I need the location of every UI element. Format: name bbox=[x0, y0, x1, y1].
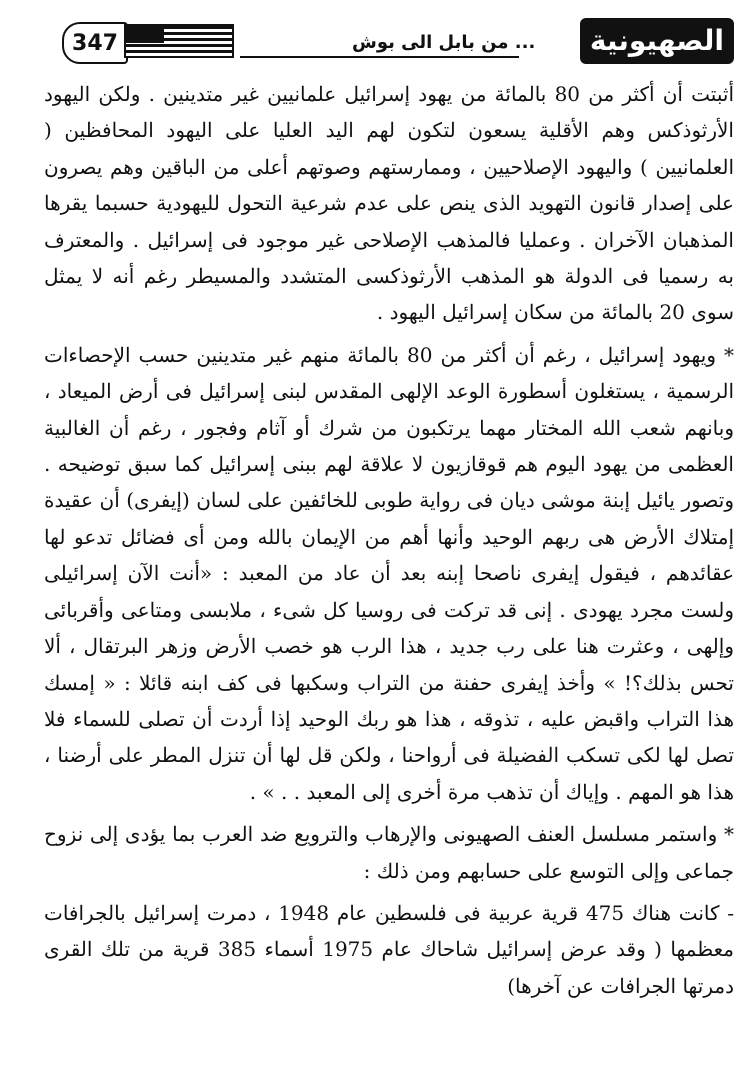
book-title-logo: الصهيونية bbox=[580, 18, 734, 64]
paragraph-1: أثبتت أن أكثر من 80 بالمائة من يهود إسرائيل علمانيين غير متدينين . ولكن اليهود الأرثوذكس وهم الأقلية يسعون لتكون لهم اليد العليا على اليهود المحافظين ( العلمانيين ) واليهود الإصلاحيين ، وممارستهم وصوتهم أعلى من الباقين وهم يصرون على إصدار قانون التهويد الذى ينص على عدم شرعية التحول لليهودية حسبما يقرها المذهبان الآخران . وعمليا فالمذهب الإصلاحى غير موجود فى إسرائيل . والمعترف به رسميا فى الدولة هو المذهب الأرثوذكسى المتشدد والمسيطر رغم أنه لا يمثل سوى 20 بالمائة من سكان إسرائيل اليهود . bbox=[44, 82, 735, 325]
paragraph-2: * ويهود إسرائيل ، رغم أن أكثر من 80 بالمائة منهم غير متدينين حسب الإحصاءات الرسمية ، يستغلون أسطورة الوعد الإلهى المقدس لبنى إسرائيل فى أرض الميعاد ، وبانهم شعب الله المختار مهما يرتكبون من شرك أو آثام وفجور ، رغم أن الغالبية العظمى من يهود اليوم هم قوقازيون لا علاقة لهم ببنى إسرائيل كما سبق توضيحه . وتصور يائيل إبنة موشى ديان فى رواية طوبى للخائفين على لسان (إيفرى) أن عقيدة إمتلاك الأرض هى ربهم الوحيد وأنها أهم من الإيمان بالله ومن أى فضائل تدعو لها عقائدهم ، فيقول إيفرى ناصحا إبنه بعد أن عاد من المعبد : «أنت الآن إسرائيلى ولست مجرد يهودى . إنى قد تركت فى روسيا كل شىء ، ملابسى ومتاعى وأقربائى وإلهى ، وعثرت هنا على رب جديد ، هذا الرب هو خصب الأرض وزهر البرتقال ، ألا تحس بذلك؟! » وأخذ إيفرى حفنة من التراب وسكبها فى كف ابنه قائلا : « إمسك هذا التراب واقبض عليه ، تذوقه ، هذا هو ربك الوحيد إذا أردت أن تصلى للسماء فلا تصل لها لكى تسكب الفضيلة فى أرواحنا ، ولكن قل لها أن تنزل المطر على أرضنا ، هذا هو المهم . وإياك أن تذهب مرة أخرى إلى المعبد . . » . bbox=[44, 342, 734, 804]
page-number: 347 bbox=[62, 22, 128, 64]
header-subtitle: ... من بابل الى بوش bbox=[352, 32, 536, 53]
paragraph-3: * واستمر مسلسل العنف الصهيونى والإرهاب والترويع ضد العرب بما يؤدى إلى نزوح جماعى وإلى التوسع على حسابهم ومن ذلك : bbox=[44, 822, 734, 883]
us-flag-icon bbox=[124, 24, 234, 58]
header-rule bbox=[240, 56, 519, 58]
page-body bbox=[44, 76, 734, 1004]
running-header bbox=[62, 18, 734, 68]
paragraph-4: - كانت هناك 475 قرية عربية فى فلسطين عام 1948 ، دمرت إسرائيل بالجرافات معظمها ( وقد عرض إسرائيل شاحاك عام 1975 أسماء 385 قرية من تلك القرى دمرتها الجرافات عن آخرها) bbox=[44, 900, 734, 998]
